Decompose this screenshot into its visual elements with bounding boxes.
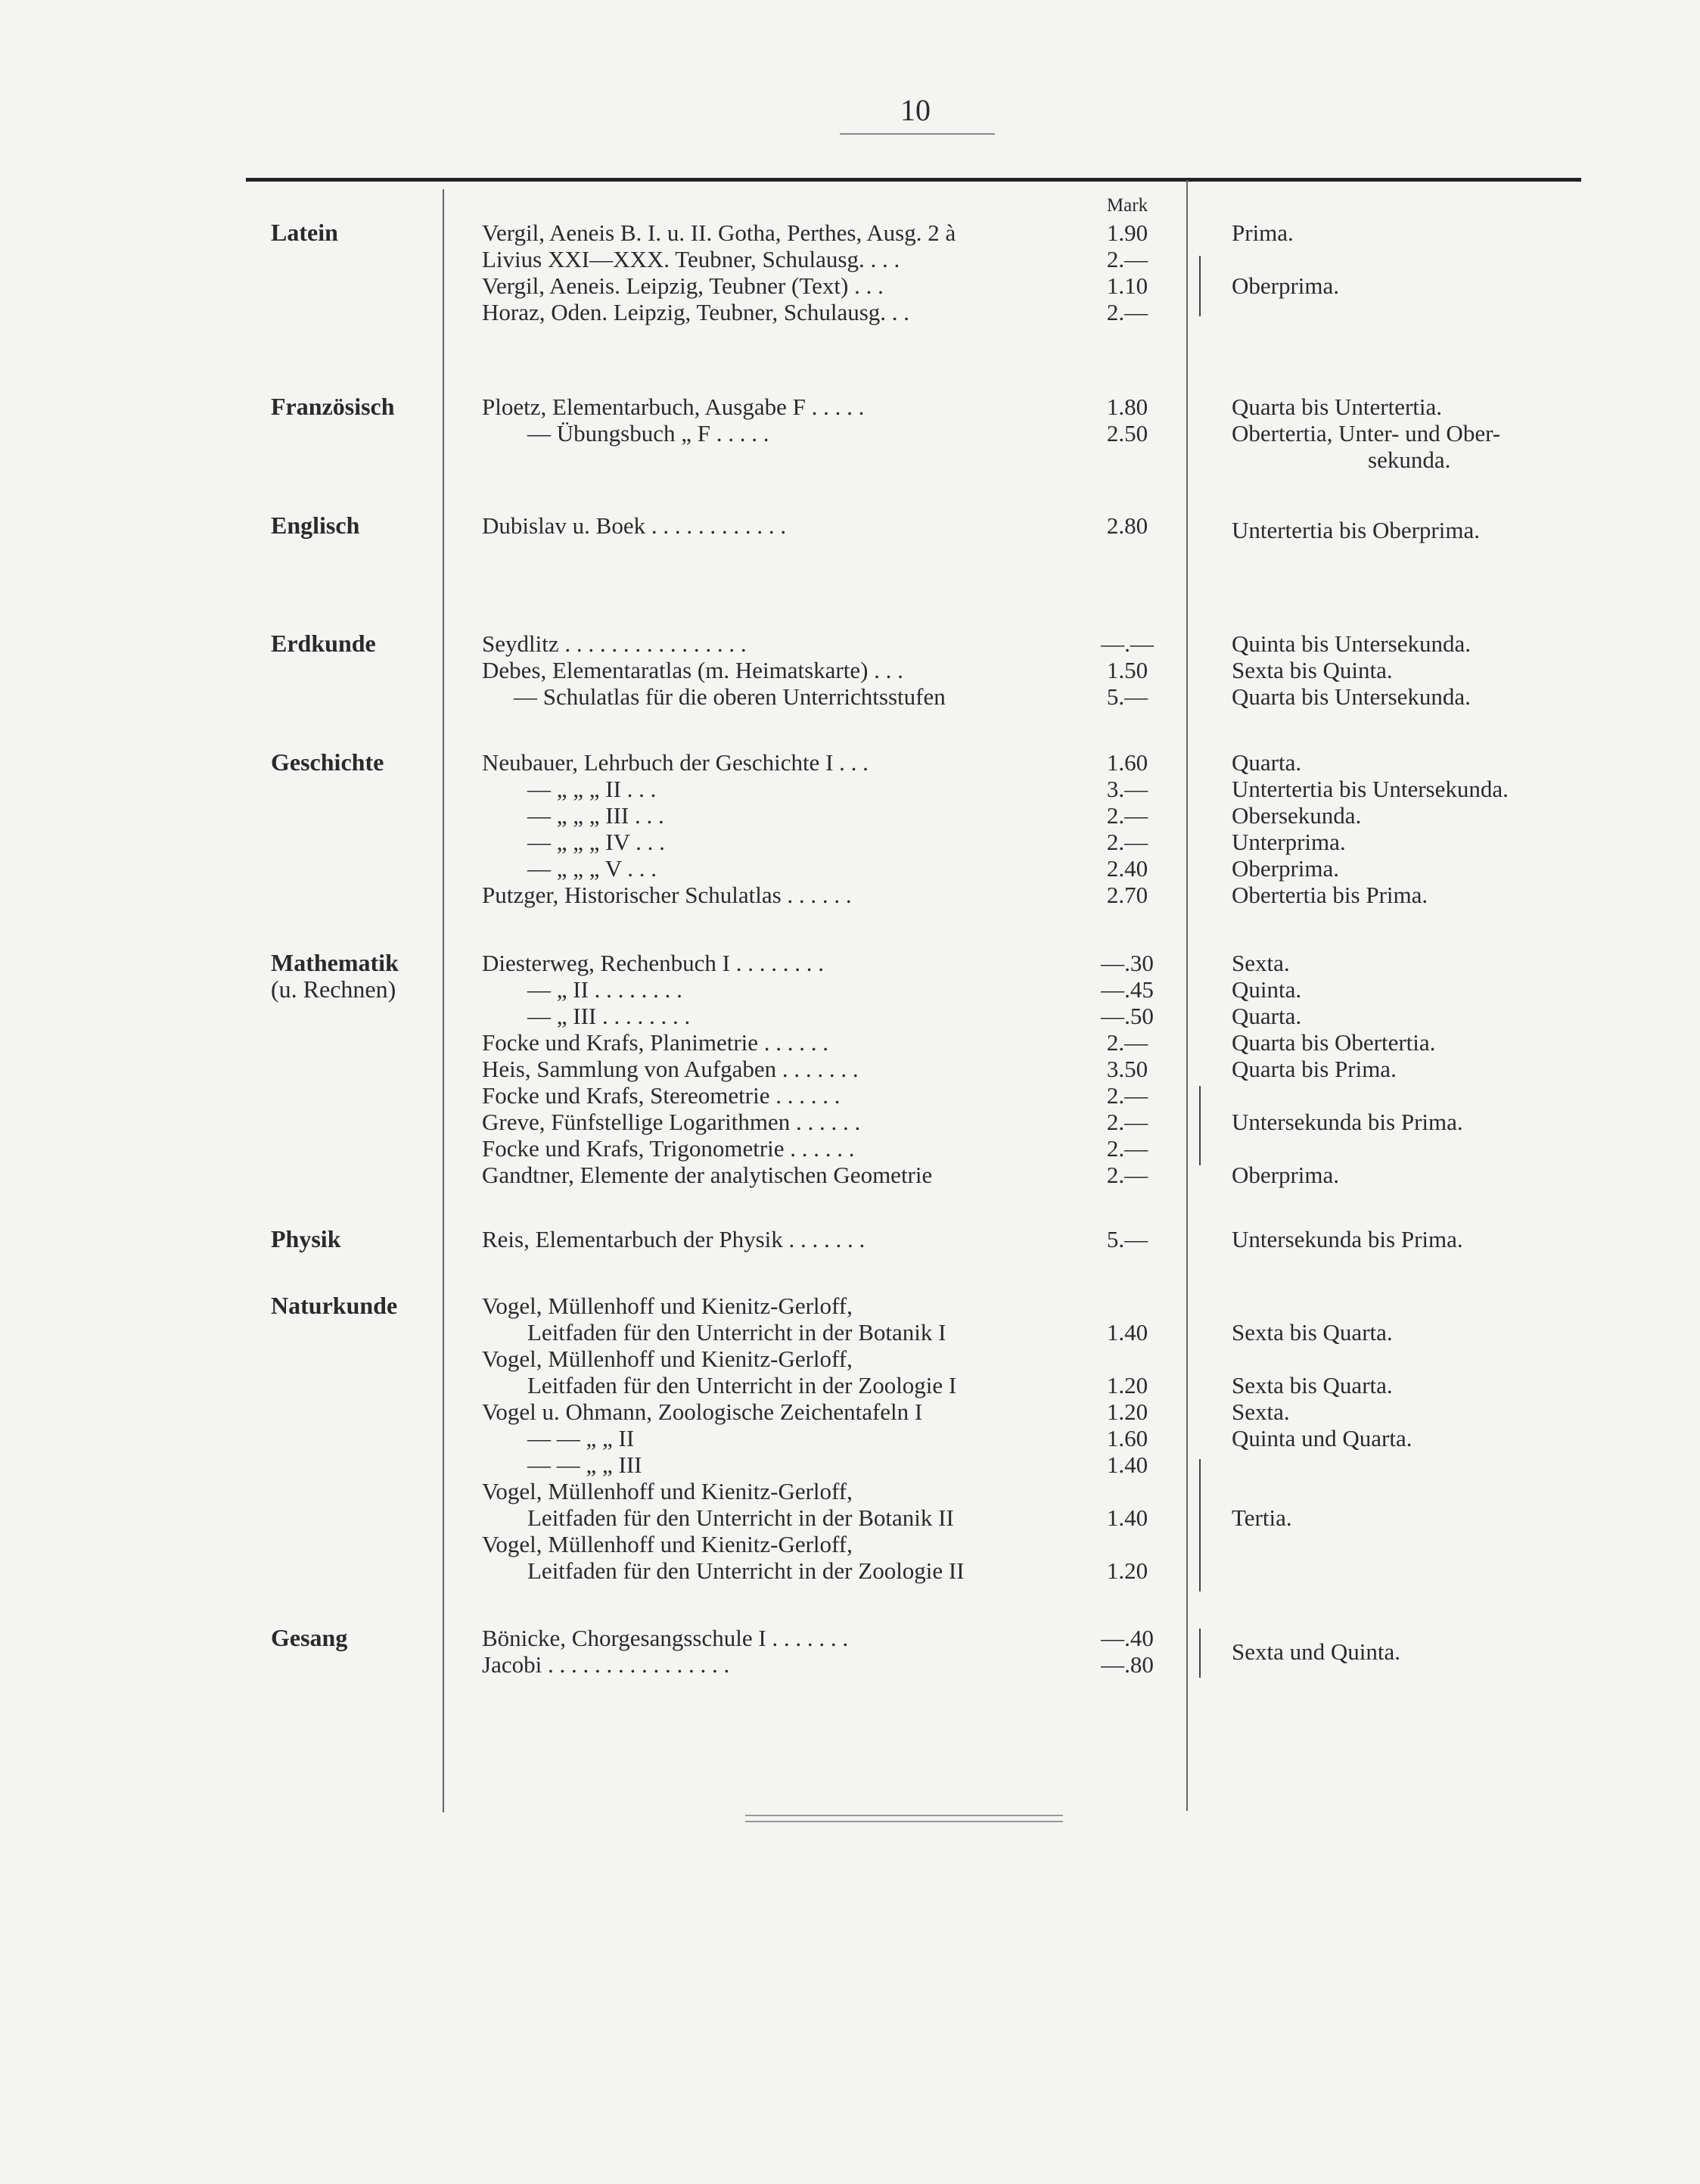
subject-label: Erdkunde bbox=[271, 630, 376, 657]
price-entry: 1.40 bbox=[1106, 1451, 1148, 1478]
subject-label: Physik bbox=[271, 1225, 341, 1252]
class-entry: Oberprima. bbox=[1232, 272, 1340, 299]
class-entry: Quarta bis Untertertia. bbox=[1232, 394, 1443, 420]
price-entry: —.45 bbox=[1101, 976, 1154, 1003]
price-entry: —.— bbox=[1101, 630, 1154, 657]
class-entry: Obertertia, Unter- und Ober- bbox=[1232, 420, 1501, 446]
price-entry: 1.60 bbox=[1106, 1425, 1148, 1451]
subject-label: Gesang bbox=[271, 1624, 348, 1651]
book-list bbox=[482, 1226, 1068, 1252]
book-list bbox=[482, 1625, 1068, 1678]
class-entry bbox=[1232, 1135, 1587, 1162]
class-entry: Quarta bis Prima. bbox=[1232, 1056, 1397, 1082]
book-entry: — — „ „ III bbox=[527, 1451, 642, 1478]
class-entry: Prima. bbox=[1232, 219, 1294, 246]
class-entry: Sexta. bbox=[1232, 1398, 1290, 1425]
price-entry: 2.80 bbox=[1106, 512, 1148, 539]
book-entry: Focke und Krafs, Planimetrie . . . . . . bbox=[482, 1029, 829, 1056]
book-entry: Leitfaden für den Unterricht in der Botanik II bbox=[527, 1504, 954, 1531]
price-entry: 1.50 bbox=[1106, 657, 1148, 683]
price-entry: 2.70 bbox=[1106, 882, 1148, 908]
price-entry: 2.— bbox=[1106, 829, 1148, 855]
book-entry: Vogel, Müllenhoff und Kienitz-Gerloff, bbox=[482, 1531, 853, 1557]
class-list bbox=[1232, 219, 1587, 325]
price-entry: 5.— bbox=[1106, 683, 1148, 710]
book-entry: — „ III . . . . . . . . bbox=[527, 1003, 691, 1029]
price-list bbox=[1089, 1226, 1165, 1252]
price-list bbox=[1089, 512, 1165, 539]
book-entry: Vogel u. Ohmann, Zoologische Zeichentafeln I bbox=[482, 1398, 923, 1425]
class-entry: Sexta bis Quarta. bbox=[1232, 1319, 1393, 1346]
price-entry: 2.— bbox=[1106, 246, 1148, 272]
price-list bbox=[1089, 1625, 1165, 1678]
class-entry: Quarta. bbox=[1232, 749, 1302, 776]
price-entry: 1.60 bbox=[1106, 749, 1148, 776]
class-entry: Untertertia bis Untersekunda. bbox=[1232, 776, 1509, 802]
book-entry: Vogel, Müllenhoff und Kienitz-Gerloff, bbox=[482, 1346, 853, 1372]
book-list bbox=[482, 394, 1068, 446]
book-entry: Gandtner, Elemente der analytischen Geometrie bbox=[482, 1162, 933, 1188]
price-entry bbox=[1089, 1346, 1165, 1372]
book-entry: — Schulatlas für die oberen Unterrichtsstufen bbox=[514, 683, 946, 710]
subject-label: Französisch bbox=[271, 393, 395, 420]
grouping-brace bbox=[1199, 1629, 1208, 1678]
bottom-rule bbox=[745, 1815, 1063, 1816]
class-entry: Untersekunda bis Prima. bbox=[1232, 1109, 1463, 1135]
grouping-brace bbox=[1199, 256, 1208, 316]
column-divider-right bbox=[1186, 180, 1188, 1811]
class-entry: sekunda. bbox=[1368, 446, 1451, 473]
class-list bbox=[1232, 630, 1587, 710]
book-list bbox=[482, 630, 1068, 710]
book-entry: Reis, Elementarbuch der Physik . . . . . . . bbox=[482, 1226, 866, 1252]
class-entry bbox=[1232, 1478, 1587, 1504]
grouping-brace bbox=[1199, 1086, 1208, 1165]
class-entry bbox=[1232, 1293, 1587, 1319]
page-number: 10 bbox=[900, 93, 931, 127]
book-entry: — „ II . . . . . . . . bbox=[527, 976, 682, 1003]
class-entry: Quinta bis Untersekunda. bbox=[1232, 630, 1471, 657]
class-entry: Oberprima. bbox=[1232, 1162, 1340, 1188]
class-list bbox=[1232, 1625, 1587, 1665]
price-entry: 2.— bbox=[1106, 1109, 1148, 1135]
class-entry bbox=[1232, 1451, 1587, 1478]
subject-label: Naturkunde bbox=[271, 1292, 398, 1319]
book-list bbox=[482, 512, 1068, 539]
book-entry: Vogel, Müllenhoff und Kienitz-Gerloff, bbox=[482, 1293, 853, 1319]
class-entry: Quarta bis Untersekunda. bbox=[1232, 683, 1471, 710]
class-entry: Obertertia bis Prima. bbox=[1232, 882, 1428, 908]
book-entry: Debes, Elementaratlas (m. Heimatskarte) . . . bbox=[482, 657, 903, 683]
book-list bbox=[482, 749, 1068, 908]
price-entry bbox=[1089, 1293, 1165, 1319]
price-entry: 2.— bbox=[1106, 299, 1148, 325]
book-entry: Vergil, Aeneis B. I. u. II. Gotha, Perthes, Ausg. 2 à bbox=[482, 219, 956, 246]
price-entry: 1.90 bbox=[1106, 219, 1148, 246]
price-list bbox=[1089, 394, 1165, 446]
subject-label: Englisch bbox=[271, 512, 360, 539]
class-entry bbox=[1232, 1531, 1587, 1557]
price-entry: 1.40 bbox=[1106, 1319, 1148, 1346]
class-entry: Oberprima. bbox=[1232, 855, 1340, 882]
book-entry: Bönicke, Chorgesangsschule I . . . . . . . bbox=[482, 1625, 849, 1651]
bottom-rule bbox=[745, 1821, 1063, 1822]
subject-name: Mathematik bbox=[271, 949, 399, 976]
class-entry bbox=[1232, 1557, 1587, 1584]
class-entry: Obersekunda. bbox=[1232, 802, 1362, 829]
book-entry: Seydlitz . . . . . . . . . . . . . . . . bbox=[482, 630, 747, 657]
price-entry: 2.40 bbox=[1106, 855, 1148, 882]
book-entry: Leitfaden für den Unterricht in der Zoologie II bbox=[527, 1557, 965, 1584]
price-entry: 5.— bbox=[1106, 1226, 1148, 1252]
book-entry: — — „ „ II bbox=[527, 1425, 635, 1451]
subject-note: (u. Rechnen) bbox=[271, 975, 396, 1003]
book-entry: Vergil, Aeneis. Leipzig, Teubner (Text) . . . bbox=[482, 272, 884, 299]
class-list bbox=[1232, 1293, 1587, 1584]
subject-label: Geschichte bbox=[271, 748, 384, 776]
book-entry: — Übungsbuch „ F . . . . . bbox=[527, 420, 769, 446]
class-list bbox=[1232, 1226, 1587, 1252]
book-entry: Heis, Sammlung von Aufgaben . . . . . . . bbox=[482, 1056, 859, 1082]
book-entry: Ploetz, Elementarbuch, Ausgabe F . . . . . bbox=[482, 394, 865, 420]
book-list bbox=[482, 219, 1068, 325]
class-entry: Unterprima. bbox=[1232, 829, 1346, 855]
class-entry: Quinta und Quarta. bbox=[1232, 1425, 1413, 1451]
class-entry: Sexta. bbox=[1232, 950, 1290, 976]
book-entry: Leitfaden für den Unterricht in der Botanik I bbox=[527, 1319, 946, 1346]
class-entry bbox=[1232, 1346, 1587, 1372]
class-entry: Tertia. bbox=[1232, 1504, 1292, 1531]
price-entry: —.80 bbox=[1101, 1651, 1154, 1678]
price-entry bbox=[1089, 1478, 1165, 1504]
class-entry bbox=[1232, 299, 1587, 325]
price-entry: 1.20 bbox=[1106, 1398, 1148, 1425]
book-entry: Jacobi . . . . . . . . . . . . . . . . bbox=[482, 1651, 730, 1678]
class-entry: Sexta bis Quarta. bbox=[1232, 1372, 1393, 1398]
book-list bbox=[482, 1293, 1068, 1584]
class-entry: Sexta und Quinta. bbox=[1232, 1638, 1400, 1665]
price-entry: 3.— bbox=[1106, 776, 1148, 802]
book-entry: Horaz, Oden. Leipzig, Teubner, Schulausg. . . bbox=[482, 299, 910, 325]
price-entry: 2.— bbox=[1106, 1135, 1148, 1162]
book-list bbox=[482, 950, 1068, 1188]
price-entry: 2.— bbox=[1106, 1029, 1148, 1056]
book-entry: Greve, Fünfstellige Logarithmen . . . . . . bbox=[482, 1109, 861, 1135]
price-entry: 2.— bbox=[1106, 1162, 1148, 1188]
price-entry: 3.50 bbox=[1106, 1056, 1148, 1082]
price-entry: 2.— bbox=[1106, 802, 1148, 829]
class-list bbox=[1232, 749, 1587, 908]
price-list bbox=[1089, 950, 1165, 1188]
price-entry: 1.20 bbox=[1106, 1372, 1148, 1398]
subject-label: Latein bbox=[271, 219, 338, 246]
class-entry: Quinta. bbox=[1232, 976, 1302, 1003]
book-entry: Vogel, Müllenhoff und Kienitz-Gerloff, bbox=[482, 1478, 853, 1504]
price-entry: 1.80 bbox=[1106, 394, 1148, 420]
subject-label bbox=[271, 950, 445, 1003]
class-entry: Quarta bis Obertertia. bbox=[1232, 1029, 1436, 1056]
price-entry: 1.20 bbox=[1106, 1557, 1148, 1584]
price-list bbox=[1089, 630, 1165, 710]
book-entry: Putzger, Historischer Schulatlas . . . . . . bbox=[482, 882, 852, 908]
table-top-rule bbox=[246, 178, 1581, 182]
price-list bbox=[1089, 219, 1165, 325]
class-entry: Quarta. bbox=[1232, 1003, 1302, 1029]
price-entry: —.50 bbox=[1101, 1003, 1154, 1029]
class-entry bbox=[1232, 1082, 1587, 1109]
class-list bbox=[1232, 512, 1587, 543]
book-entry: — „ „ „ V . . . bbox=[527, 855, 657, 882]
class-entry: Untersekunda bis Prima. bbox=[1232, 1226, 1463, 1252]
price-entry: 1.10 bbox=[1106, 272, 1148, 299]
book-entry: Focke und Krafs, Trigonometrie . . . . . . bbox=[482, 1135, 855, 1162]
class-entry bbox=[1232, 246, 1587, 272]
book-entry: — „ „ „ II . . . bbox=[527, 776, 657, 802]
class-list bbox=[1232, 950, 1587, 1188]
page-number-rule bbox=[840, 133, 995, 135]
price-column-header: Mark bbox=[1106, 195, 1148, 216]
book-entry: — „ „ „ IV . . . bbox=[527, 829, 665, 855]
class-entry: Sexta bis Quinta. bbox=[1232, 657, 1393, 683]
price-entry: 1.40 bbox=[1106, 1504, 1148, 1531]
book-entry: — „ „ „ III . . . bbox=[527, 802, 664, 829]
class-entry: Untertertia bis Oberprima. bbox=[1232, 517, 1480, 543]
book-entry: Livius XXI—XXX. Teubner, Schulausg. . . . bbox=[482, 246, 900, 272]
price-entry: —.30 bbox=[1101, 950, 1154, 976]
book-entry: Dubislav u. Boek . . . . . . . . . . . . bbox=[482, 512, 787, 539]
book-entry: Neubauer, Lehrbuch der Geschichte I . . . bbox=[482, 749, 869, 776]
price-entry: 2.50 bbox=[1106, 420, 1148, 446]
price-entry bbox=[1089, 1531, 1165, 1557]
book-entry: Focke und Krafs, Stereometrie . . . . . . bbox=[482, 1082, 841, 1109]
price-entry: 2.— bbox=[1106, 1082, 1148, 1109]
price-list bbox=[1089, 1293, 1165, 1584]
price-list bbox=[1089, 749, 1165, 908]
class-list bbox=[1232, 394, 1587, 473]
book-entry: Diesterweg, Rechenbuch I . . . . . . . . bbox=[482, 950, 824, 976]
book-entry: Leitfaden für den Unterricht in der Zoologie I bbox=[527, 1372, 957, 1398]
grouping-brace bbox=[1199, 1459, 1208, 1591]
price-entry: —.40 bbox=[1101, 1625, 1154, 1651]
